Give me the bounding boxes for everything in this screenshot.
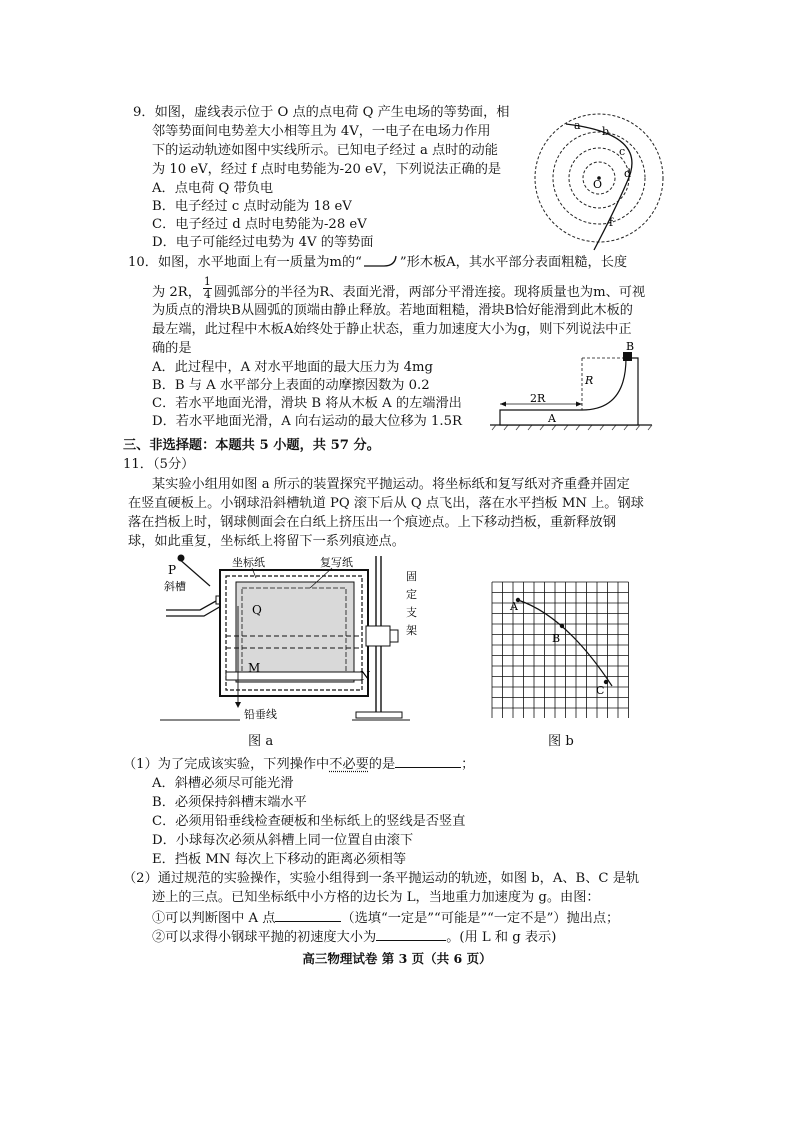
label-stand-4: 架 bbox=[406, 624, 417, 637]
stand-base bbox=[356, 712, 402, 718]
q11-sub1-suffix: 的是 bbox=[368, 757, 396, 772]
q9-line-2: 邻等势面间电势差大小相等且为 4V，一电子在电场力作用 bbox=[152, 124, 491, 139]
label-o: O bbox=[593, 178, 603, 191]
label-stand-2: 定 bbox=[406, 588, 417, 601]
label-r: R bbox=[585, 374, 594, 387]
q9-option-a: A．点电荷 Q 带负电 bbox=[152, 181, 274, 196]
label-f: f bbox=[609, 216, 614, 229]
caption-figure-a: 图 a bbox=[248, 734, 274, 749]
q11-sub2-item2-blank[interactable] bbox=[376, 927, 446, 941]
label-chute: 斜槽 bbox=[164, 580, 186, 593]
q10-fraction bbox=[203, 276, 212, 301]
q11-sub1-prefix: （1）为了完成该实验，下列操作中 bbox=[123, 757, 330, 772]
q9-line-1: 9．如图，虚线表示位于 O 点的点电荷 Q 产生电场的等势面，相 bbox=[133, 105, 510, 120]
label-m: M bbox=[248, 661, 261, 675]
q11-line-2: 在竖直硬板上。小钢球沿斜槽轨道 PQ 滚下后从 Q 点飞出，落在水平挡板 MN 上。钢球 bbox=[128, 496, 644, 511]
q10-option-c: C．若水平地面光滑，滑块 B 将从木板 A 的左端滑出 bbox=[152, 396, 462, 411]
label-b: b bbox=[602, 125, 610, 138]
label-carbon-paper: 复写纸 bbox=[320, 556, 353, 569]
label-a: a bbox=[574, 119, 581, 132]
q10-board-figure bbox=[486, 340, 658, 432]
label-point-a: A bbox=[510, 600, 518, 613]
point-b bbox=[560, 624, 564, 628]
q11-sub1-emphasis: 不必要 bbox=[329, 757, 369, 772]
q10-option-a: A．此过程中，A 对水平地面的最大压力为 4mg bbox=[152, 360, 433, 375]
q11-line-4: 球，如此重复，坐标纸上将留下一系列痕迹点。 bbox=[128, 534, 405, 549]
q9-option-d: D．电子可能经过电势为 4V 的等势面 bbox=[152, 235, 374, 250]
q10-line-2-a: 为 2R， bbox=[152, 285, 201, 300]
q11-head: 11．（5分） bbox=[123, 457, 195, 472]
q11-line-3: 落在挡板上时，钢球侧面会在白纸上挤压出一个痕迹点。上下移动挡板，重新释放钢 bbox=[128, 515, 616, 530]
label-point-c: C bbox=[596, 684, 605, 697]
plumb-bob bbox=[235, 702, 241, 708]
q9-option-b: B．电子经过 c 点时动能为 18 eV bbox=[152, 199, 352, 214]
q10-line-5: 确的是 bbox=[152, 341, 192, 356]
q11-sub1-option-a: A．斜槽必须尽可能光滑 bbox=[152, 776, 294, 791]
section-3-title: 三、非选择题：本题共 5 小题，共 57 分。 bbox=[123, 438, 380, 453]
label-n: N bbox=[360, 669, 371, 683]
figure-b-trajectory-grid bbox=[488, 578, 634, 718]
point-c bbox=[604, 680, 608, 684]
q10-option-d: D．若水平地面光滑，A 向右运动的最大位移为 1.5R bbox=[152, 414, 462, 429]
q10-line-2-b: 圆弧部分的半径为R、表面光滑，两部分平滑连接。现将质量也为m、可视 bbox=[213, 285, 646, 300]
q11-sub2-item-2 bbox=[152, 927, 556, 947]
board-shape-icon bbox=[362, 254, 400, 268]
q11-sub1-option-e: E．挡板 MN 每次上下移动的距离必须相等 bbox=[152, 852, 407, 867]
label-plumb: 铅垂线 bbox=[244, 708, 277, 721]
baffle-mn bbox=[226, 672, 362, 680]
q9-option-c: C．电子经过 d 点时电势能为-28 eV bbox=[152, 217, 367, 232]
stand-clamp bbox=[366, 626, 390, 646]
q11-sub1-option-d: D．小球每次必须从斜槽上同一位置自由滚下 bbox=[152, 833, 414, 848]
fraction-denominator: 4 bbox=[203, 288, 211, 301]
q10-line-1-a: 10．如图，水平地面上有一质量为m的“ bbox=[128, 255, 362, 270]
q11-sub1-option-c: C．必须用铅垂线检查硬板和坐标纸上的竖线是否竖直 bbox=[152, 814, 466, 829]
q10-line-4: 最左端，此过程中木板A始终处于静止状态，重力加速度大小为g，则下列说法中正 bbox=[152, 322, 632, 337]
q10-line-1 bbox=[128, 254, 627, 272]
label-a-board: A bbox=[548, 412, 556, 425]
label-b-slider: B bbox=[626, 340, 635, 353]
q11-sub2-item-1 bbox=[152, 908, 619, 928]
slider-b bbox=[623, 352, 632, 361]
label-2r: 2R bbox=[530, 392, 546, 405]
fraction-numerator: 1 bbox=[203, 275, 211, 288]
q11-sub1 bbox=[123, 754, 474, 774]
label-c: c bbox=[619, 145, 626, 158]
q11-line-1: 某实验小组用如图 a 所示的装置探究平抛运动。将坐标纸和复写纸对齐重叠并固定 bbox=[152, 477, 630, 492]
page-footer: 高三物理试卷 第 3 页（共 6 页） bbox=[302, 951, 492, 966]
q10-option-b: B．B 与 A 水平部分上表面的动摩擦因数为 0.2 bbox=[152, 378, 430, 393]
label-stand-3: 支 bbox=[406, 606, 417, 619]
q11-sub1-end: ； bbox=[461, 757, 475, 772]
q11-sub1-answer-blank[interactable] bbox=[395, 754, 461, 768]
q9-line-3: 下的运动轨迹如图中实线所示。已知电子经过 a 点时的动能 bbox=[152, 143, 498, 158]
label-d: d bbox=[624, 167, 632, 180]
q10-line-1-b: ”形木板A，其水平部分表面粗糙，长度 bbox=[399, 255, 628, 270]
q11-sub2-item2-prefix: ②可以求得小钢球平抛的初速度大小为 bbox=[152, 930, 377, 945]
q11-sub2-item2-suffix: 。(用 L 和 g 表示) bbox=[446, 930, 557, 945]
q11-sub2-item1-suffix: （选填“一定是”“可能是”“一定不是”）抛出点； bbox=[341, 911, 620, 926]
board-a bbox=[500, 358, 638, 425]
q9-equipotential-figure bbox=[532, 104, 666, 252]
label-stand-1: 固 bbox=[406, 570, 417, 583]
q11-sub2-item1-blank[interactable] bbox=[275, 908, 341, 922]
label-q: Q bbox=[252, 603, 262, 617]
chute-ball bbox=[178, 555, 185, 562]
caption-figure-b: 图 b bbox=[548, 734, 574, 749]
figure-a-apparatus bbox=[160, 552, 422, 724]
q11-sub2-item1-prefix: ①可以判断图中 A 点 bbox=[152, 911, 276, 926]
label-grid-paper: 坐标纸 bbox=[232, 556, 265, 569]
q11-sub2-line-1: （2）通过规范的实验操作，实验小组得到一条平抛运动的轨迹，如图 b，A、B、C 是轨 bbox=[123, 871, 640, 886]
label-p: P bbox=[168, 563, 177, 577]
q10-line-3: 为质点的滑块B从圆弧的顶端由静止释放。若地面粗糙，滑块B恰好能滑到此木板的 bbox=[152, 303, 633, 318]
label-point-b: B bbox=[552, 632, 561, 645]
q11-sub2-line-2: 迹上的三点。已知坐标纸中小方格的边长为 L，当地重力加速度为 g。由图： bbox=[152, 890, 600, 905]
trajectory-curve bbox=[518, 600, 612, 686]
q11-sub1-option-b: B．必须保持斜槽末端水平 bbox=[152, 795, 307, 810]
q9-line-4: 为 10 eV，经过 f 点时电势能为-20 eV，下列说法正确的是 bbox=[152, 162, 502, 177]
